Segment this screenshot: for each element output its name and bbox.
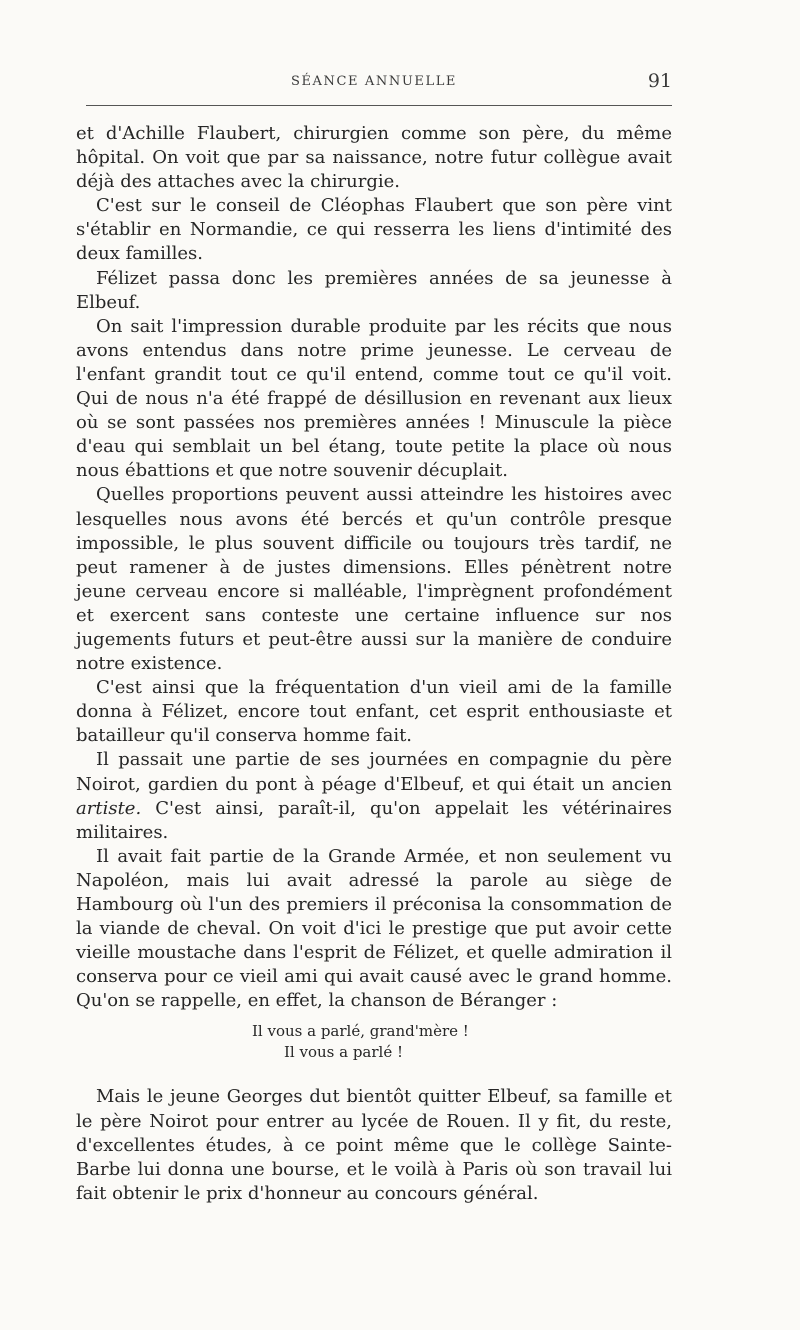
paragraph-3: Félizet passa donc les premières années de sa jeunesse à Elbeuf. — [76, 267, 672, 313]
paragraph-9: Mais le jeune Georges dut bientôt quitter Elbeuf, sa famille et le père Noirot pour entrer au lycée de Rouen. Il y fit, du reste, d'excellentes études, à ce point même que le collège Sainte-Barbe lui donna une bourse, et le voilà à Paris où son travail lui fait obtenir le prix d'honneur au concours général. — [76, 1086, 672, 1204]
paragraph-5: Quelles proportions peuvent aussi atteindre les histoires avec lesquelles nous avons été bercés et qu'un contrôle presque impossible, le plus souvent difficile ou toujours très tardif, ne peut ramener à de justes dimensions. Elles pénètrent notre jeune cerveau encore si malléable, l'imprègnent profondément et exercent sans conteste une certaine influence sur nos jugements futurs et peut-être aussi sur la manière de conduire notre existence. — [76, 484, 672, 675]
paragraph-1: et d'Achille Flaubert, chirurgien comme son père, du même hôpital. On voit que par sa naissance, notre futur collègue avait déjà des attaches avec la chirurgie. — [76, 123, 672, 193]
running-title: SÉANCE ANNUELLE — [290, 74, 458, 89]
paragraph-8: Il avait fait partie de la Grande Armée, et non seulement vu Napoléon, mais lui avait adressé la parole au siège de Hambourg où l'un des premiers il préconisa la consommation de la viande de cheval. On voit d'ici le prestige que put avoir cette vieille moustache dans l'esprit de Félizet, et quelle admiration il conserva pour ce vieil ami qui avait causé avec le grand homme. Qu'on se rappelle, en effet, la chanson de Béranger : — [76, 845, 672, 1012]
page-header — [76, 70, 672, 96]
italic-term-artiste: artiste. — [76, 797, 142, 819]
paragraph-7-start: Il passait une partie de ses journées en compagnie du père Noirot, gardien du pont à péage d'Elbeuf, et qui était un ancien — [76, 749, 672, 795]
header-rule — [86, 105, 672, 106]
body-text — [76, 122, 672, 1206]
paragraph-7 — [76, 748, 672, 844]
paragraph-6: C'est ainsi que la fréquentation d'un vieil ami de la famille donna à Félizet, encore tout enfant, cet esprit enthousiaste et batailleur qu'il conserva homme fait. — [76, 677, 672, 747]
paragraph-4: On sait l'impression durable produite par les récits que nous avons entendus dans notre prime jeunesse. Le cerveau de l'enfant grandit tout ce qu'il entend, comme tout ce qu'il voit. Qui de nous n'a été frappé de désillusion en revenant aux lieux où se sont passées nos premières années ! Minuscule la pièce d'eau qui semblait un bel étang, toute petite la place où nous nous ébattions et que notre souvenir décuplait. — [76, 315, 672, 482]
paragraph-2: C'est sur le conseil de Cléophas Flaubert que son père vint s'établir en Normandie, ce qui resserra les liens d'intimité des deux familles. — [76, 195, 672, 265]
page-number: 91 — [647, 70, 672, 92]
paragraph-7-end: C'est ainsi, paraît-il, qu'on appelait les vétérinaires militaires. — [76, 797, 672, 843]
verse-line-1: Il vous a parlé, grand'mère ! — [252, 1022, 469, 1041]
verse-line-2: Il vous a parlé ! — [284, 1043, 404, 1062]
verse-quote — [76, 1021, 672, 1063]
